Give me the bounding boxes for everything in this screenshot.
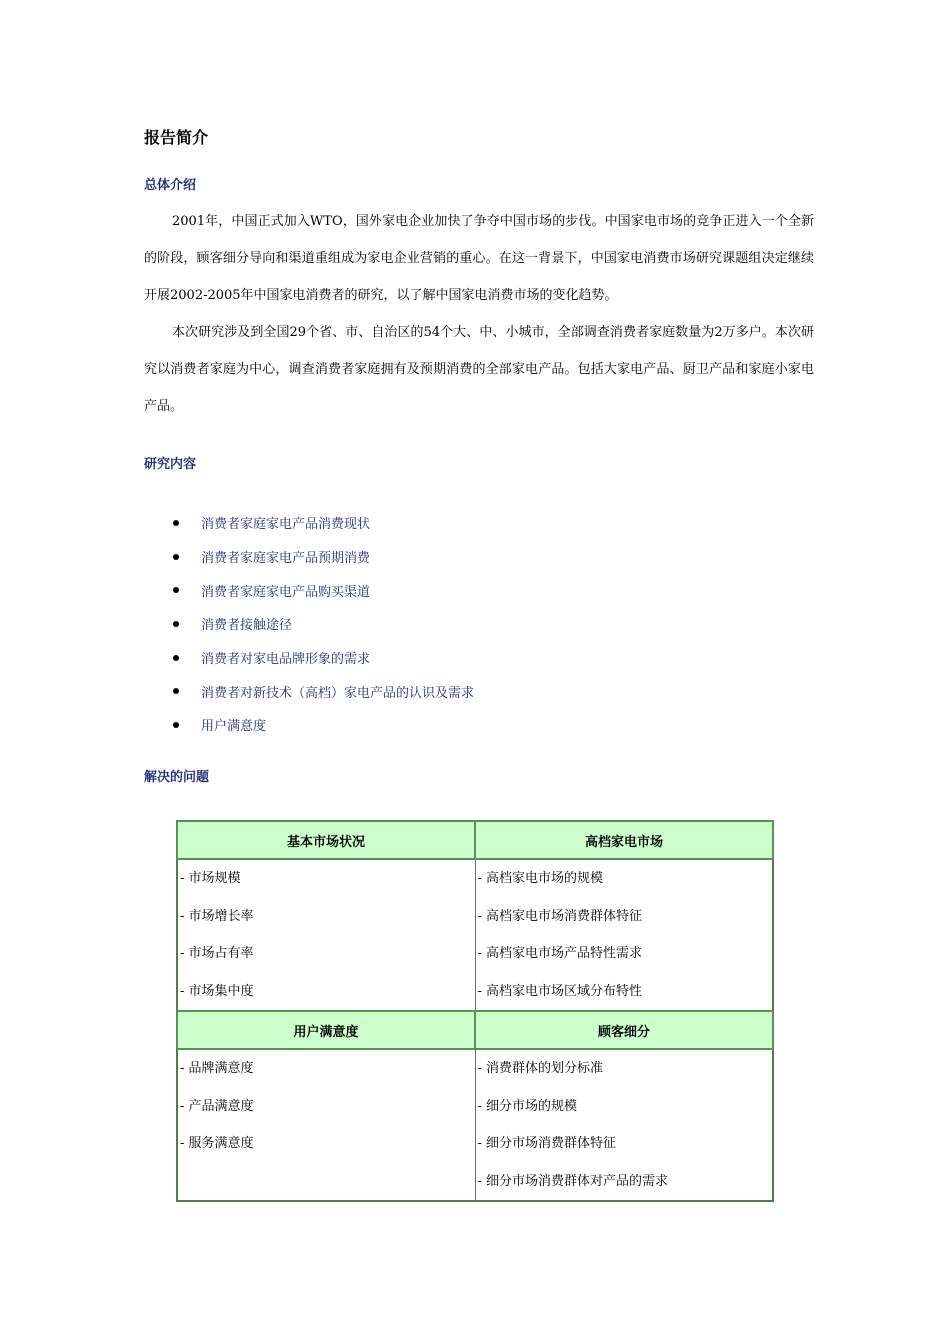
cell-line: - 市场集中度 [180, 983, 254, 999]
list-item-label: 消费者家庭家电产品消费现状 [201, 517, 371, 533]
bullet-icon [173, 688, 179, 694]
bullet-icon [173, 722, 179, 728]
bullet-icon [173, 621, 179, 627]
cell-line: - 产品满意度 [180, 1098, 254, 1114]
table-row [177, 1049, 773, 1201]
table-header-row [177, 1011, 773, 1049]
table-header-row [177, 821, 773, 859]
list-item-label: 消费者对家电品牌形象的需求 [201, 652, 371, 668]
table-cell-satisfaction [177, 1049, 475, 1201]
overview-heading: 总体介绍 [144, 178, 197, 193]
list-item [170, 540, 474, 574]
cell-line: - 高档家电市场的规模 [477, 871, 604, 886]
list-item-label: 用户满意度 [201, 719, 267, 735]
cell-line: - 细分市场消费群体特征 [477, 1136, 617, 1151]
list-item-label: 消费者接触途径 [201, 618, 293, 634]
cell-line: - 高档家电市场区域分布特性 [477, 983, 643, 999]
list-item [170, 506, 474, 540]
table-header-basic-market: 基本市场状况 [177, 821, 475, 859]
bullet-icon [173, 655, 179, 661]
cell-line: - 细分市场消费群体对产品的需求 [477, 1173, 669, 1189]
cell-line: - 细分市场的规模 [477, 1098, 578, 1114]
research-heading: 研究内容 [144, 457, 197, 472]
list-item [170, 573, 474, 607]
list-item [170, 641, 474, 675]
cell-line: - 消费群体的划分标准 [477, 1061, 604, 1076]
cell-line: - 市场增长率 [180, 908, 254, 924]
table-header-segmentation: 顾客细分 [475, 1011, 773, 1049]
page-title: 报告简介 [144, 128, 209, 147]
table-row [177, 859, 773, 1011]
list-item-label: 消费者家庭家电产品购买渠道 [201, 584, 371, 600]
research-list [170, 506, 474, 742]
list-item [170, 708, 474, 742]
overview-paragraph-1: 2001年，中国正式加入WTO，国外家电企业加快了争夺中国市场的步伐。中国家电市场的竞争正进入一个全新的阶段，顾客细分导向和渠道重组成为家电企业营销的重心。在这一背景下，中国家电消费市场研究课题组决定继续开展2002-2005年中国家电消费者的研究，以了解中国家电消费市场的变化趋势。 [144, 214, 814, 303]
cell-line: - 市场规模 [180, 871, 241, 886]
problems-table [176, 820, 774, 1202]
table-cell-high-end [475, 859, 773, 1011]
cell-line: - 高档家电市场产品特性需求 [477, 946, 643, 961]
list-item [170, 607, 474, 641]
table-cell-segmentation [475, 1049, 773, 1201]
table-cell-basic-market [177, 859, 475, 1011]
bullet-icon [173, 587, 179, 593]
list-item-label: 消费者对新技术（高档）家电产品的认识及需求 [201, 685, 475, 701]
overview-paragraph-2: 本次研究涉及到全国29个省、市、自治区的54个大、中、小城市，全部调查消费者家庭数量为2万多户。本次研究以消费者家庭为中心，调查消费者家庭拥有及预期消费的全部家电产品。包括大家电产品、厨卫产品和家庭小家电产品。 [144, 325, 814, 414]
table-header-high-end: 高档家电市场 [475, 821, 773, 859]
cell-line: - 市场占有率 [180, 946, 254, 961]
table-header-satisfaction: 用户满意度 [177, 1011, 475, 1049]
list-item-label: 消费者家庭家电产品预期消费 [201, 551, 371, 567]
cell-line: - 服务满意度 [180, 1136, 254, 1151]
cell-line: - 品牌满意度 [180, 1061, 254, 1076]
bullet-icon [173, 554, 179, 560]
list-item [170, 674, 474, 708]
bullet-icon [173, 520, 179, 526]
cell-line: - 高档家电市场消费群体特征 [477, 908, 643, 924]
problems-heading: 解决的问题 [144, 770, 210, 785]
